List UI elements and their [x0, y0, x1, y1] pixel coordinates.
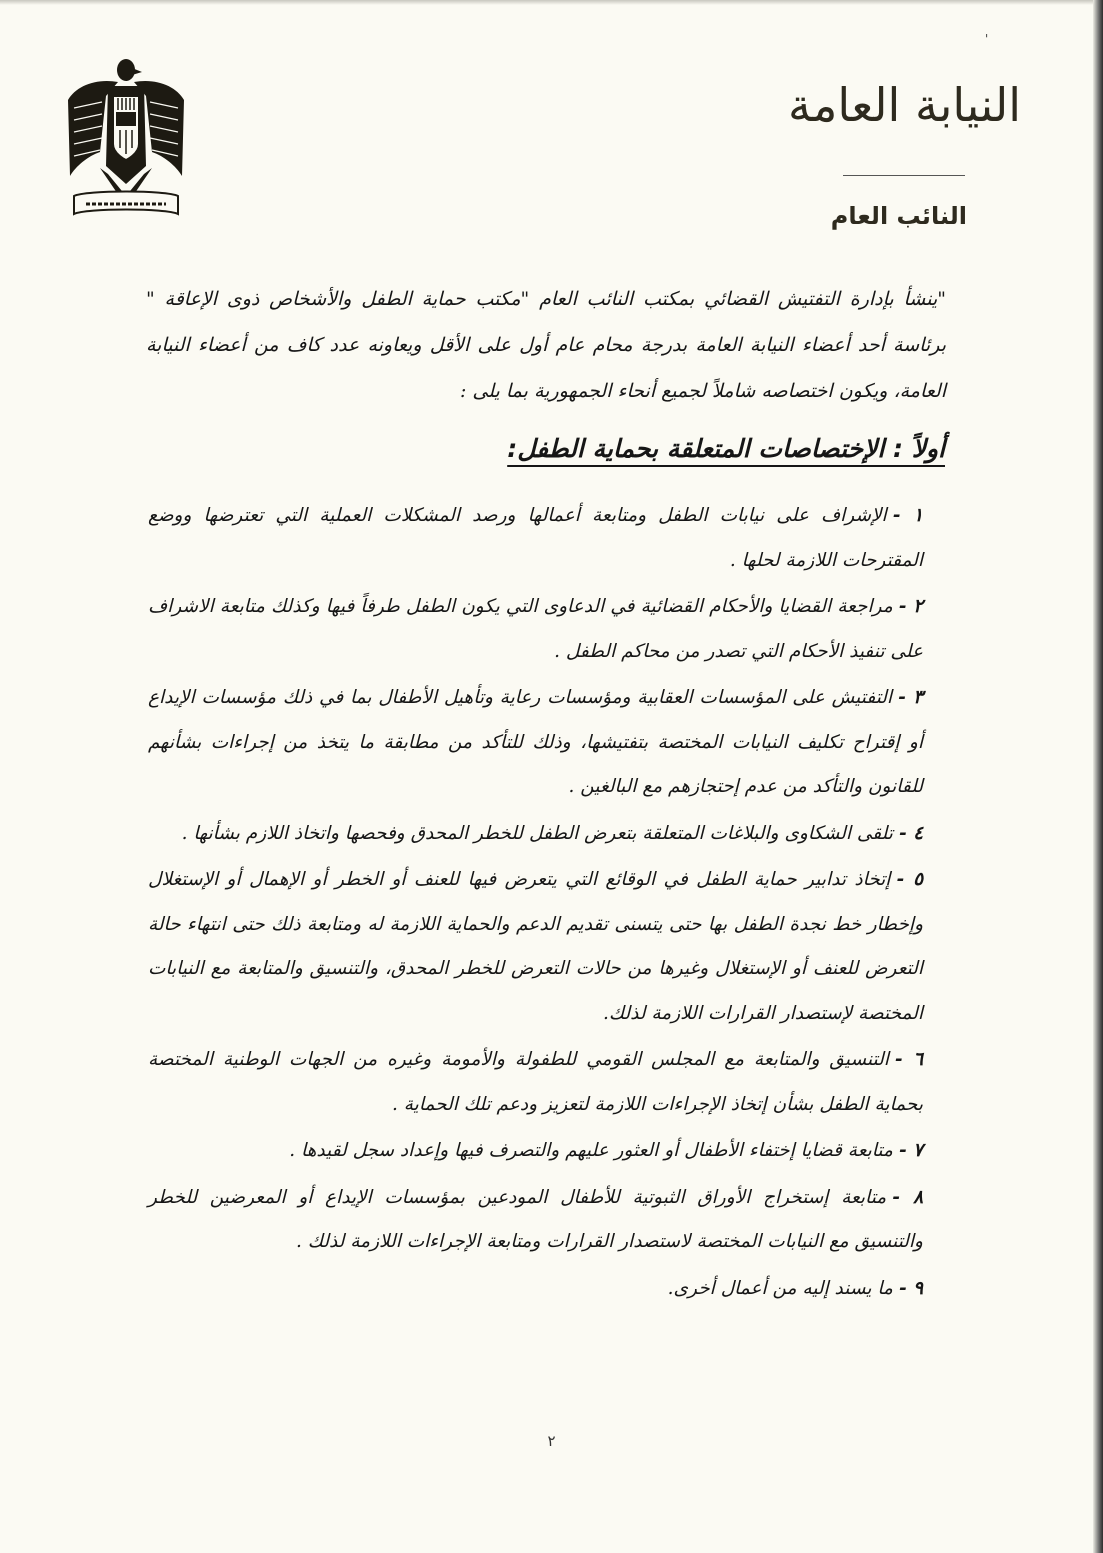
list-item [148, 812, 923, 857]
list-item [148, 858, 923, 1036]
item-number: ٦ - [894, 1049, 923, 1070]
item-text: التفتيش على المؤسسات العقابية ومؤسسات رعاية وتأهيل الأطفال بما في ذلك مؤسسات الإيداع أو إقتراح تكليف النيابات المختصة بتفتيشها، وذلك للتأكد من مطابقة ما يتخذ من إجراءات بشأنهم للقانون والتأكد من عدم إحتجازهم مع البالغين . [148, 687, 923, 797]
page-edge-right [1093, 0, 1103, 1553]
item-text: تلقى الشكاوى والبلاغات المتعلقة بتعرض الطفل للخطر المحدق وفحصها واتخاذ اللازم بشأنها . [181, 822, 893, 844]
intro-paragraph: "ينشأ بإدارة التفتيش القضائي بمكتب النائب العام "مكتب حماية الطفل والأشخاص ذوى الإعاقة " برئاسة أحد أعضاء النيابة العامة بدرجة محام عام أول على الأقل ويعاونه عدد كاف من أعضاء النيابة العامة، ويكون اختصاصه شاملاً لجميع أنحاء الجمهورية بما يلى : [146, 288, 946, 402]
item-text: إتخاذ تدابير حماية الطفل في الوقائع التي يتعرض فيها للعنف أو الخطر أو الإهمال أو الإستغلال وإخطار خط نجدة الطفل بها حتى يتسنى تقديم الدعم والحماية اللازمة له ومتابعة ذلك حتى انتهاء حالة التعرض للعنف أو الإستغلال وغيرها من حالات التعرض للخطر المحدق، والتنسيق والمتابعة مع النيابات المختصة لإستصدار القرارات اللازمة لذلك. [148, 869, 923, 1024]
item-text: مراجعة القضايا والأحكام القضائية في الدعاوى التي يكون الطفل طرفاً فيها وكذلك متابعة الاشراف على تنفيذ الأحكام التي تصدر من محاكم الطفل . [148, 596, 923, 662]
item-number: ٣ - [898, 687, 923, 708]
item-number: ١ - [892, 505, 923, 526]
eagle-emblem-icon [66, 56, 186, 222]
item-text: الإشراف على نيابات الطفل ومتابعة أعمالها ورصد المشكلات العملية التي تعترضها ووضع المقترحات اللازمة لحلها . [148, 505, 923, 571]
item-text: ما يسند إليه من أعمال أخرى. [667, 1277, 893, 1299]
item-number: ٤ - [898, 822, 923, 844]
competencies-list [148, 494, 923, 1313]
item-number: ٥ - [896, 869, 923, 890]
item-number: ٢ - [898, 596, 923, 617]
section-heading: أولاً : الإختصاصات المتعلقة بحماية الطفل: [507, 434, 945, 463]
item-number: ٩ - [898, 1277, 923, 1299]
list-item [148, 585, 923, 674]
corner-mark: ' [985, 32, 989, 46]
header-subtitle: النائب العام [830, 202, 967, 230]
item-text: التنسيق والمتابعة مع المجلس القومي للطفولة والأمومة وغيره من الجهات الوطنية المختصة بحماية الطفل بشأن إتخاذ الإجراءات اللازمة لتعزيز ودعم تلك الحماية . [148, 1049, 923, 1115]
header-divider [843, 175, 965, 176]
list-item [148, 676, 923, 810]
page-edge-top [0, 0, 1103, 5]
office-title: النيابة العامة [788, 78, 1021, 132]
item-number: ٨ - [892, 1186, 923, 1208]
list-item [148, 494, 923, 583]
page-number: ٢ [547, 1432, 556, 1450]
list-item [148, 1038, 923, 1127]
list-item [148, 1129, 923, 1174]
item-text: متابعة إستخراج الأوراق الثبوتية للأطفال المودعين بمؤسسات الإيداع أو المعرضين للخطر والتنسيق مع النيابات المختصة لاستصدار القرارات ومتابعة الإجراءات اللازمة لذلك . [148, 1186, 923, 1252]
item-number: ٧ - [898, 1140, 923, 1161]
item-text: متابعة قضايا إختفاء الأطفال أو العثور عليهم والتصرف فيها وإعداد سجل لقيدها . [289, 1140, 893, 1161]
list-item [148, 1176, 923, 1265]
list-item [148, 1267, 923, 1312]
